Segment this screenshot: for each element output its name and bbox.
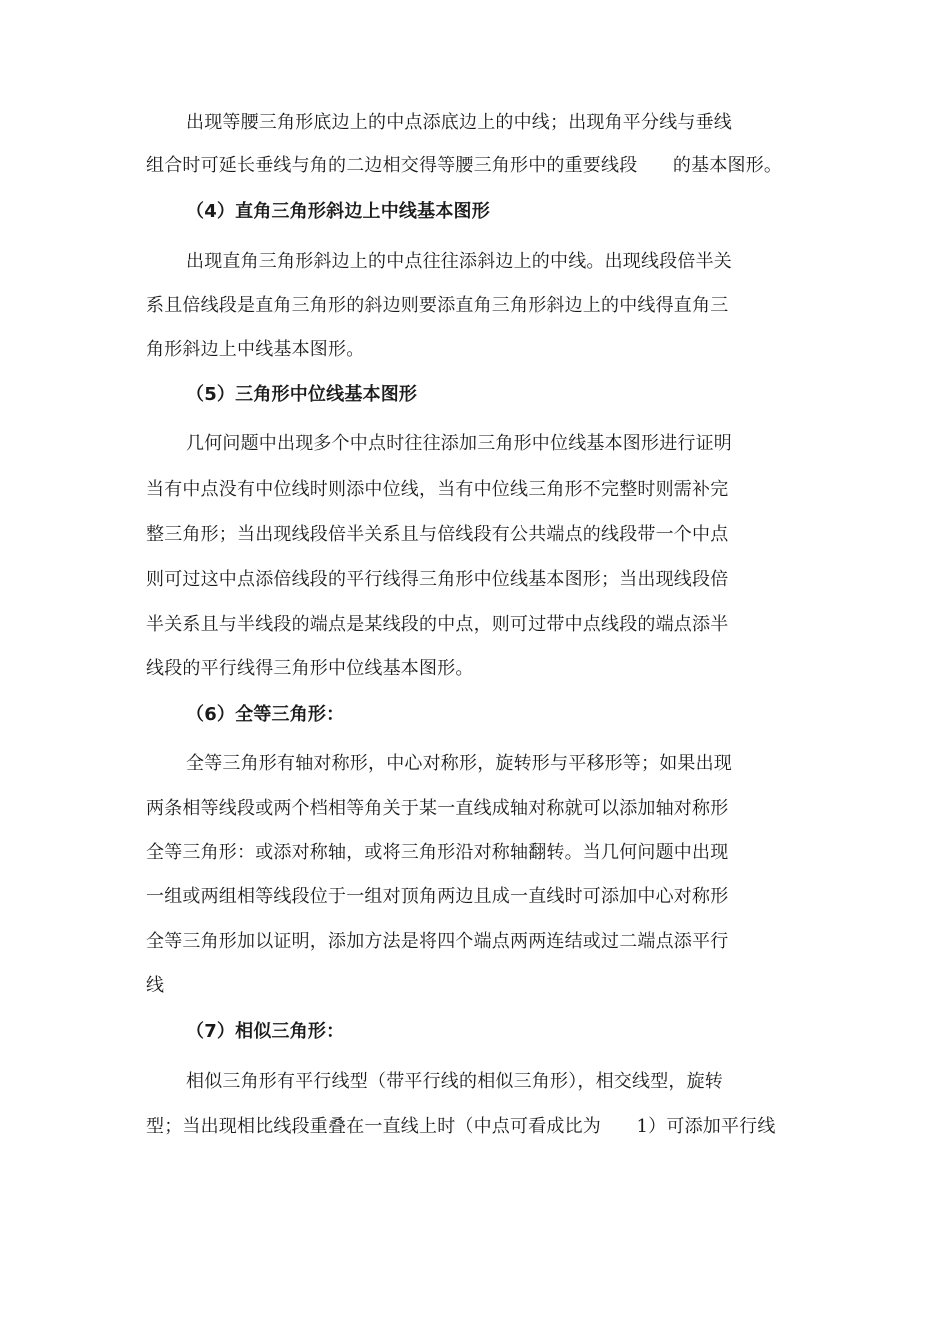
paragraph-line: 相似三角形有平行线型（带平行线的相似三角形），相交线型，旋转: [186, 1071, 723, 1092]
paragraph-line: 全等三角形加以证明，添加方法是将四个端点两两连结或过二端点添平行: [146, 931, 729, 952]
paragraph-line: 组合时可延长垂线与角的二边相交得等腰三角形中的重要线段 的基本图形。: [146, 155, 783, 176]
section-heading-4: （4）直角三角形斜边上中线基本图形: [186, 201, 490, 222]
paragraph-line: 线段的平行线得三角形中位线基本图形。: [146, 658, 474, 679]
paragraph-line: 角形斜边上中线基本图形。: [146, 339, 365, 360]
paragraph-line: 全等三角形：或添对称轴，或将三角形沿对称轴翻转。当几何问题中出现: [146, 842, 729, 863]
section-heading-6: （6）全等三角形：: [186, 704, 345, 725]
paragraph-line: 两条相等线段或两个档相等角关于某一直线成轴对称就可以添加轴对称形: [146, 798, 729, 819]
paragraph-line: 半关系且与半线段的端点是某线段的中点，则可过带中点线段的端点添半: [146, 614, 729, 635]
section-heading-7: （7）相似三角形：: [186, 1021, 345, 1042]
paragraph-line: 系且倍线段是直角三角形的斜边则要添直角三角形斜边上的中线得直角三: [146, 295, 729, 316]
paragraph-line: 型；当出现相比线段重叠在一直线上时（中点可看成比为 1）可添加平行线: [146, 1116, 776, 1137]
paragraph-line: 出现直角三角形斜边上的中点往往添斜边上的中线。出现线段倍半关: [186, 251, 732, 272]
paragraph-line: 全等三角形有轴对称形，中心对称形，旋转形与平移形等；如果出现: [186, 753, 732, 774]
paragraph-line: 则可过这中点添倍线段的平行线得三角形中位线基本图形；当出现线段倍: [146, 569, 729, 590]
section-heading-5: （5）三角形中位线基本图形: [186, 384, 418, 405]
paragraph-line: 几何问题中出现多个中点时往往添加三角形中位线基本图形进行证明: [186, 433, 732, 454]
paragraph-line: 出现等腰三角形底边上的中点添底边上的中线；出现角平分线与垂线: [186, 112, 732, 133]
paragraph-line: 整三角形；当出现线段倍半关系且与倍线段有公共端点的线段带一个中点: [146, 524, 729, 545]
paragraph-line: 线: [146, 975, 165, 996]
paragraph-line: 一组或两组相等线段位于一组对顶角两边且成一直线时可添加中心对称形: [146, 886, 729, 907]
paragraph-line: 当有中点没有中位线时则添中位线，当有中位线三角形不完整时则需补完: [146, 479, 729, 500]
